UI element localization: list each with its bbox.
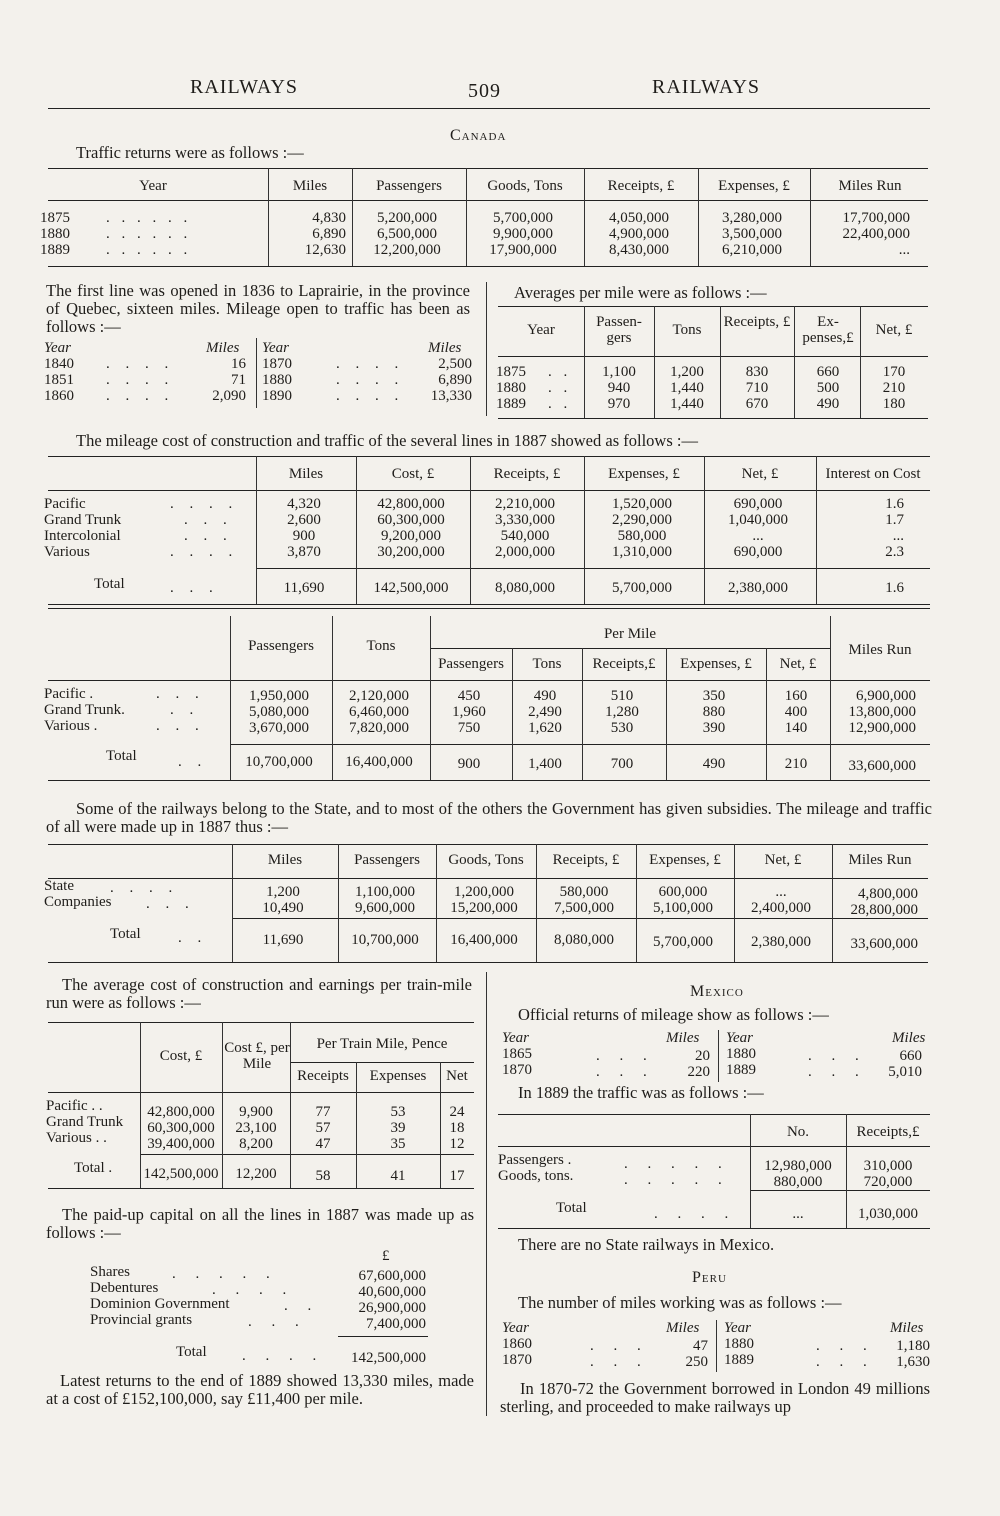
th-miles: Miles [292, 178, 328, 194]
th-year: Year [139, 178, 167, 194]
peru-paragraph: In 1870-72 the Government borrowed in London 49 millions sterling, and proceeded to make railways up [500, 1379, 930, 1416]
mexico-mileage-intro: Official returns of mileage show as follows :— [518, 1005, 829, 1024]
avgcost-paragraph: The average cost of construction and earnings per train-mile run were as follows :— [46, 975, 472, 1012]
construction-intro: The mileage cost of construction and traffic of the several lines in 1887 showed as follows :— [76, 431, 698, 450]
running-head-left: RAILWAYS [190, 76, 299, 98]
state-paragraph: Some of the railways belong to the State, and to most of the others the Government has given subsidies. The mileage and traffic of all were made up in 1887 thus :— [46, 799, 932, 836]
section-title-canada: Canada [450, 127, 507, 144]
th-goods: Goods, Tons [487, 178, 563, 194]
th-passengers: Passengers [376, 178, 442, 194]
section-title-peru: Peru [692, 1269, 727, 1286]
column-divider [486, 282, 487, 416]
header-rule [48, 108, 930, 109]
th-receipts: Receipts, £ [607, 178, 675, 194]
page-number: 509 [468, 80, 501, 102]
peru-intro: The number of miles working was as follows :— [518, 1293, 842, 1312]
latest-returns-paragraph: Latest returns to the end of 1889 showed 13,330 miles, made at a cost of £152,100,000, say £11,400 per mile. [46, 1371, 474, 1408]
th-miles-run: Miles Run [838, 178, 902, 194]
capital-paragraph: The paid-up capital on all the lines in 1887 was made up as follows :— [46, 1205, 474, 1242]
th-expenses: Expenses, £ [718, 178, 790, 194]
averages-intro: Averages per mile were as follows :— [514, 283, 767, 302]
total-label: Total [94, 576, 125, 592]
column-divider-lower [486, 972, 487, 1416]
running-head-right: RAILWAYS [652, 76, 761, 98]
section-title-mexico: Mexico [690, 983, 744, 1000]
traffic-intro: Traffic returns were as follows :— [76, 143, 304, 162]
mexico-no-state: There are no State railways in Mexico. [518, 1235, 775, 1254]
first-line-paragraph: The first line was opened in 1836 to Laprairie, in the province of Quebec, sixteen miles. Mileage open to traffic has been as follows :— [46, 281, 470, 336]
mexico-traffic-intro: In 1889 the traffic was as follows :— [518, 1083, 764, 1102]
